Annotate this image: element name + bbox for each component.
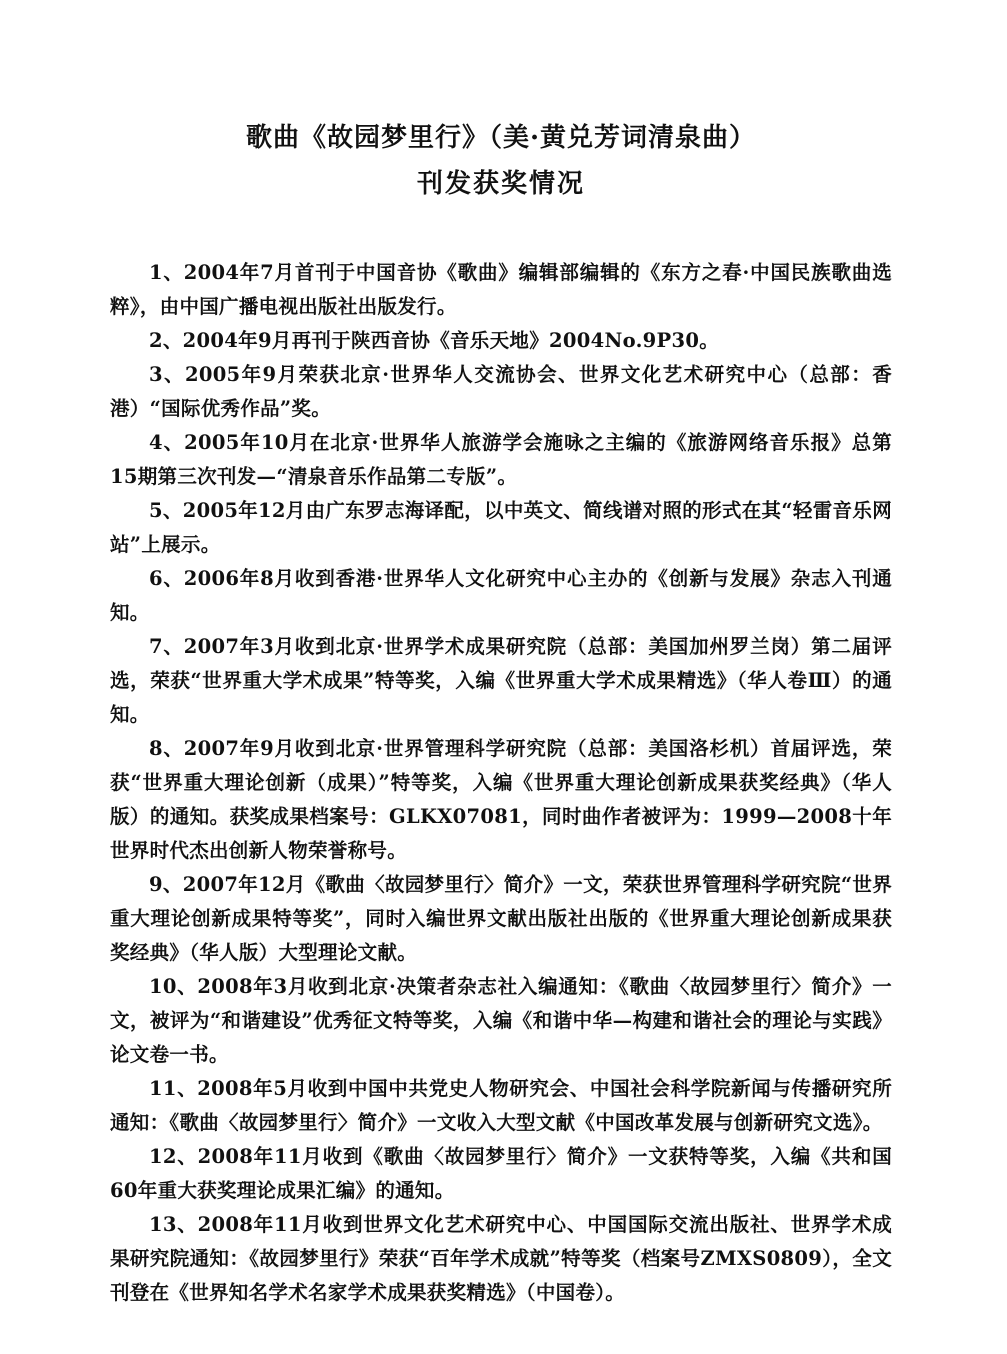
list-item: 11、2008年5月收到中国中共党史人物研究会、中国社会科学院新闻与传播研究所通知：《歌曲〈故园梦里行〉简介》一文收入大型文献《中国改革发展与创新研究文选》。 (110, 1077, 892, 1134)
award-list (110, 256, 892, 1310)
list-item: 12、2008年11月收到《歌曲〈故园梦里行〉简介》一文获特等奖，入编《共和国60年重大获奖理论成果汇编》的通知。 (110, 1145, 892, 1202)
document-title: 歌曲《故园梦里行》（美·黄兑芳词清泉曲） (245, 123, 757, 153)
list-item: 9、2007年12月《歌曲〈故园梦里行〉简介》一文，荣获世界管理科学研究院“世界重大理论创新成果特等奖”，同时入编世界文献出版社出版的《世界重大理论创新成果获奖经典》（华人版）大型理论文献。 (110, 873, 892, 964)
list-item: 6、2006年8月收到香港·世界华人文化研究中心主办的《创新与发展》杂志入刊通知。 (110, 567, 892, 624)
list-item: 8、2007年9月收到北京·世界管理科学研究院（总部：美国洛杉机）首届评选，荣获“世界重大理论创新（成果）”特等奖，入编《世界重大理论创新成果获奖经典》（华人版）的通知。获奖成果档案号：GLKX07081，同时曲作者被评为：1999—2008十年世界时代杰出创新人物荣誉称号。 (110, 737, 892, 862)
list-item: 10、2008年3月收到北京·决策者杂志社入编通知：《歌曲〈故园梦里行〉简介》一文，被评为“和谐建设”优秀征文特等奖，入编《和谐中华—构建和谐社会的理论与实践》论文卷一书。 (110, 975, 892, 1066)
document-subtitle: 刊发获奖情况 (416, 169, 585, 199)
list-item: 2、2004年9月再刊于陕西音协《音乐天地》2004No.9P30。 (149, 329, 720, 352)
list-item: 7、2007年3月收到北京·世界学术成果研究院（总部：美国加州罗兰岗）第二届评选，荣获“世界重大学术成果”特等奖，入编《世界重大学术成果精选》（华人卷Ⅲ）的通知。 (110, 635, 892, 726)
list-item: 13、2008年11月收到世界文化艺术研究中心、中国国际交流出版社、世界学术成果研究院通知：《故园梦里行》荣获“百年学术成就”特等奖（档案号ZMXS0809），全文刊登在《世界知名学术名家学术成果获奖精选》（中国卷）。 (110, 1213, 892, 1304)
list-item: 4、2005年10月在北京·世界华人旅游学会施咏之主编的《旅游网络音乐报》总第15期第三次刊发—“清泉音乐作品第二专版”。 (110, 431, 892, 488)
list-item: 1、2004年7月首刊于中国音协《歌曲》编辑部编辑的《东方之春·中国民族歌曲选粹》，由中国广播电视出版社出版发行。 (110, 261, 892, 318)
list-item: 5、2005年12月由广东罗志海译配，以中英文、简线谱对照的形式在其“轻雷音乐网站”上展示。 (110, 499, 892, 556)
list-item: 3、2005年9月荣获北京·世界华人交流协会、世界文化艺术研究中心（总部：香港）“国际优秀作品”奖。 (110, 363, 892, 420)
